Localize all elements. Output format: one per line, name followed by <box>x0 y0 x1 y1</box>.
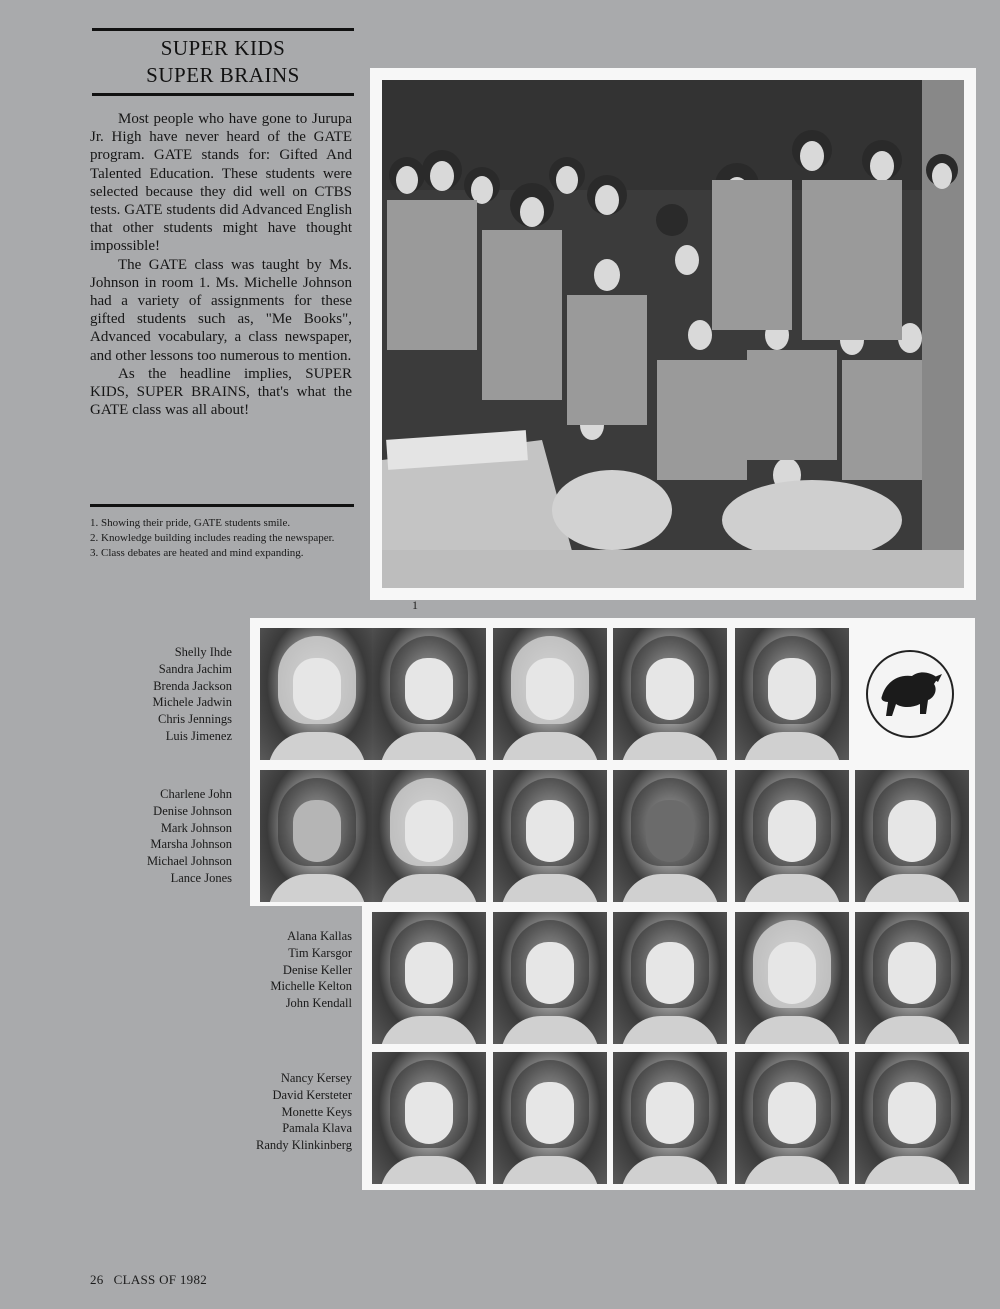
portrait-photo <box>735 912 849 1044</box>
student-name: Michael Johnson <box>146 854 232 869</box>
student-name: Sandra Jachim <box>158 661 232 676</box>
headline-line-1: SUPER KIDS <box>160 36 286 60</box>
student-name: Chris Jennings <box>158 712 232 727</box>
story-paragraph: Most people who have gone to Jurupa Jr. High have never heard of the GATE program. GATE stands for: Gifted And Talented Education. These students were selected because they did well on CTBS tests. GATE students did Advanced English that other students might have thought impossible! <box>90 111 352 255</box>
portrait-photo <box>493 1052 607 1184</box>
student-name: Alana Kallas <box>287 929 352 943</box>
group-photo-image <box>382 80 964 588</box>
student-name: Nancy Kersey <box>280 1071 352 1085</box>
name-list-row-1 <box>120 644 232 745</box>
portrait-photo <box>735 1052 849 1184</box>
caption: 2. Knowledge building includes reading the newspaper. <box>90 532 335 544</box>
caption-divider <box>90 504 354 507</box>
caption: 1. Showing their pride, GATE students smile. <box>90 517 291 529</box>
name-list-row-4 <box>220 1070 352 1154</box>
portrait-photo <box>735 770 849 902</box>
student-name: Monette Keys <box>281 1104 352 1119</box>
portrait-photo <box>493 912 607 1044</box>
student-name: Tim Karsgor <box>288 945 352 960</box>
portrait-photo <box>613 912 727 1044</box>
student-name: Denise Keller <box>282 962 352 977</box>
portrait-photo <box>613 628 727 760</box>
portrait-photo <box>260 628 374 760</box>
name-list-row-3 <box>230 928 352 1012</box>
panther-emblem-icon <box>866 650 954 738</box>
portrait-photo <box>372 628 486 760</box>
portrait-photo <box>493 770 607 902</box>
headline-line-2: SUPER BRAINS <box>146 63 300 87</box>
class-group-photo <box>370 68 976 600</box>
portrait-photo <box>613 770 727 902</box>
caption: 3. Class debates are heated and mind expanding. <box>90 547 304 559</box>
portrait-photo <box>372 912 486 1044</box>
photo-captions <box>90 516 352 561</box>
portrait-photo <box>855 912 969 1044</box>
student-name: Denise Johnson <box>153 803 232 818</box>
story-text <box>90 110 352 419</box>
student-name: David Kersteter <box>272 1087 352 1102</box>
photo-number: 1 <box>412 598 418 612</box>
portrait-photo <box>855 770 969 902</box>
headline <box>92 28 354 96</box>
folio-label: CLASS OF 1982 <box>113 1272 208 1287</box>
student-name: Michele Jadwin <box>152 695 232 710</box>
student-name: Shelly Ihde <box>174 645 232 659</box>
student-name: Randy Klinkinberg <box>256 1138 352 1153</box>
student-name: Brenda Jackson <box>153 678 232 693</box>
student-name: Luis Jimenez <box>165 728 232 743</box>
student-name: Pamala Klava <box>282 1121 352 1136</box>
name-list-row-2 <box>120 786 232 887</box>
story-paragraph: The GATE class was taught by Ms. Johnson in room 1. Ms. Michelle Johnson had a variety of assignments for these gifted students such as, "Me Books", Advanced vocabulary, a class newspaper, and other lessons too numerous to mention. <box>90 256 352 364</box>
portrait-photo <box>372 1052 486 1184</box>
portrait-photo <box>613 1052 727 1184</box>
page-folio <box>90 1272 217 1288</box>
student-name: Michelle Kelton <box>270 979 352 994</box>
portrait-photo <box>493 628 607 760</box>
portrait-photo <box>735 628 849 760</box>
story-paragraph: As the headline implies, SUPER KIDS, SUPER BRAINS, that's what the GATE class was all about! <box>90 365 352 419</box>
student-name: Marsha Johnson <box>150 837 232 852</box>
portrait-photo <box>855 1052 969 1184</box>
student-name: Lance Jones <box>170 870 232 885</box>
student-name: Charlene John <box>160 787 232 801</box>
page-number: 26 <box>90 1272 104 1287</box>
portrait-photo <box>372 770 486 902</box>
student-name: John Kendall <box>285 996 352 1011</box>
portrait-photo <box>260 770 374 902</box>
student-name: Mark Johnson <box>160 820 232 835</box>
